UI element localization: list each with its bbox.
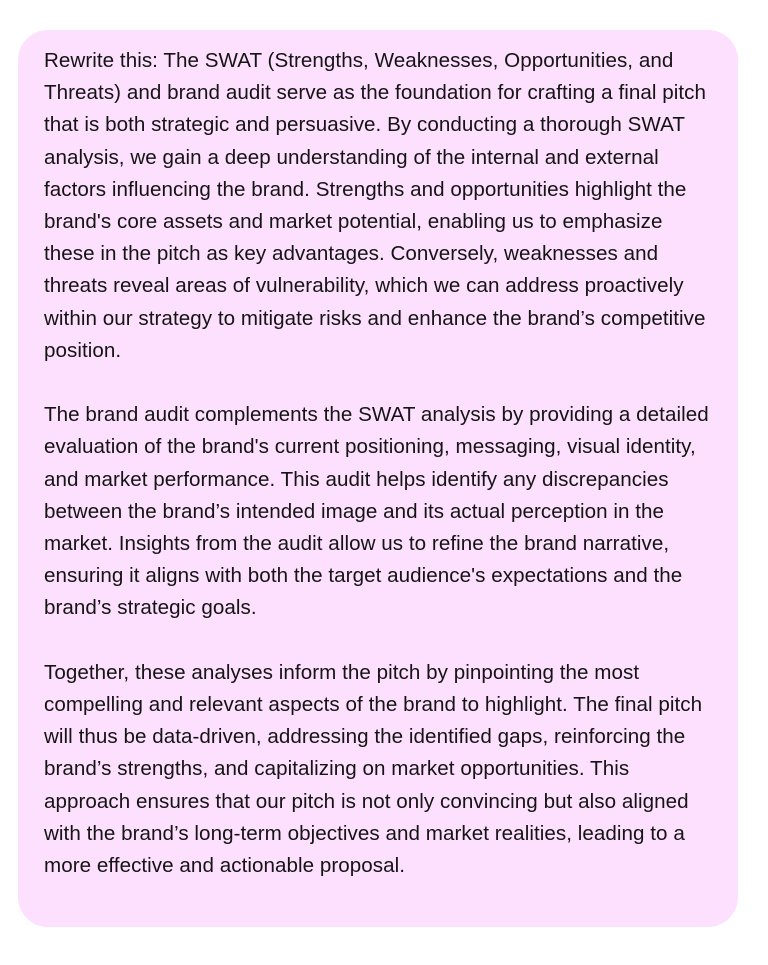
message-paragraph-3: Together, these analyses inform the pitch by pinpointing the most compelling and relevant aspects of the brand to highlight. The final pitch will thus be data-driven, addressing the identified gaps, reinforcing the brand’s strengths, and capitalizing on market opportunities. This approach ensures that our pitch is not only convincing but also aligned with the brand’s long-term objectives and market realities, leading to a more effective and actionable proposal. bbox=[44, 660, 703, 878]
message-paragraph-2: The brand audit complements the SWAT analysis by providing a detailed evaluation of the brand's current positioning, messaging, visual identity, and market performance. This audit helps identify any discrepancies between the brand’s intended image and its actual perception in the market. Insights from the audit allow us to refine the brand narrative, ensuring it aligns with both the target audience's expectations and the brand’s strategic goals. bbox=[44, 403, 709, 620]
paragraph-spacer bbox=[44, 625, 714, 657]
paragraph-spacer bbox=[44, 367, 714, 399]
user-message-bubble bbox=[18, 30, 738, 927]
message-paragraph-1: Rewrite this: The SWAT (Strengths, Weaknesses, Opportunities, and Threats) and brand audit serve as the foundation for crafting a final pitch that is both strategic and persuasive. By conducting a thorough SWAT analysis, we gain a deep understanding of the internal and external factors influencing the brand. Strengths and opportunities highlight the brand's core assets and market potential, enabling us to emphasize these in the pitch as key advantages. Conversely, weaknesses and threats reveal areas of vulnerability, which we can address proactively within our strategy to mitigate risks and enhance the brand’s competitive position. bbox=[44, 49, 706, 362]
